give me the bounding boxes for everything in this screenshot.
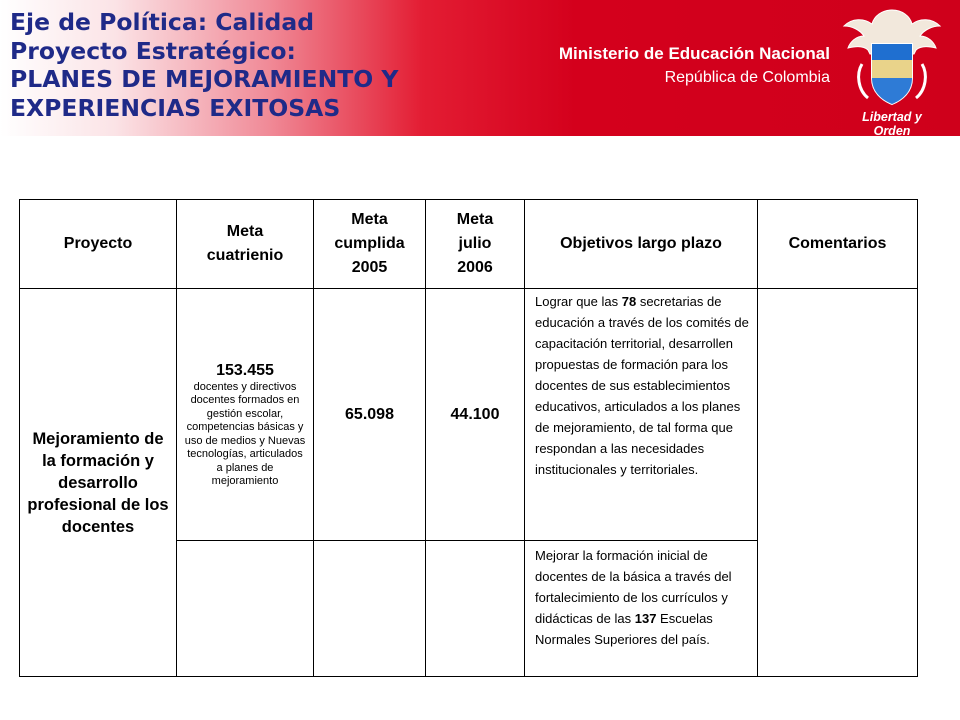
objetivo-text: Mejorar la formación inicial de docentes de la básica a través del fortalecimiento de los currículos y didácticas de las — [535, 548, 732, 626]
cell-empty — [177, 541, 314, 677]
projects-table — [19, 199, 918, 677]
coat-of-arms-icon — [842, 4, 942, 112]
header-banner — [0, 0, 960, 136]
cell-proyecto: Mejoramiento de la formación y desarrollo profesional de los docentes — [20, 289, 177, 677]
cell-meta-julio-2006: 44.100 — [426, 289, 525, 541]
objetivo-text: secretarias de educación a través de los comités de capacitación territorial, desarrollen propuestas de formación para los docentes de sus establecimientos educativos, articulados a los planes de mejoramiento, de tal forma que respondan a las necesidades institucionales y territoriales. — [535, 294, 749, 477]
country-name: República de Colombia — [664, 69, 830, 86]
title-line: Proyecto Estratégico: — [10, 36, 296, 65]
objetivo-number: 78 — [621, 294, 637, 309]
cell-empty — [314, 541, 426, 677]
cell-objetivo-1 — [525, 289, 758, 541]
cell-comentarios — [758, 289, 918, 677]
title-line: Eje de Política: Calidad — [10, 8, 315, 36]
table-row — [20, 289, 918, 541]
table-header-row — [20, 200, 918, 289]
title-line: PLANES DE MEJORAMIENTO Y — [10, 65, 399, 93]
header-meta-julio-2006: Meta julio 2006 — [426, 200, 525, 289]
meta-cuatrienio-desc: docentes y directivos docentes formados en gestión escolar, competencias básicas y uso de medios y Nuevas tecnologías, articulados a planes de mejoramiento — [184, 380, 306, 487]
objetivo-text: Escuelas Normales Superiores del país. — [535, 611, 713, 647]
cell-meta-cuatrienio — [177, 289, 314, 541]
cell-meta-cumplida-2005: 65.098 — [314, 289, 426, 541]
cell-empty — [426, 541, 525, 677]
objetivo-text: Lograr que las — [535, 294, 622, 309]
header-meta-cumplida-2005: Meta cumplida 2005 — [314, 200, 426, 289]
cell-objetivo-2 — [525, 541, 758, 677]
header-proyecto: Proyecto — [20, 200, 177, 289]
header-objetivos: Objetivos largo plazo — [525, 200, 758, 289]
header-meta-cuatrienio: Meta cuatrienio — [177, 200, 314, 289]
objetivo-number: 137 — [634, 611, 657, 626]
coat-of-arms-logo — [842, 4, 942, 138]
ministry-name: Ministerio de Educación Nacional — [558, 44, 830, 63]
ministry-block — [559, 42, 830, 90]
title-line: EXPERIENCIAS EXITOSAS — [10, 93, 341, 122]
motto-text: Libertad y Orden — [862, 110, 922, 138]
page-title — [10, 8, 480, 122]
meta-cuatrienio-value: 153.455 — [216, 361, 274, 379]
header-comentarios: Comentarios — [758, 200, 918, 289]
